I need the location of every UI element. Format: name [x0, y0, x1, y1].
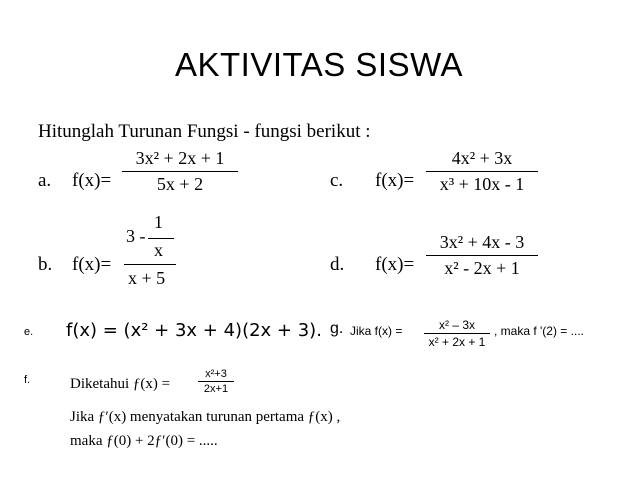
- problem-c-fx: f(x)=: [375, 170, 415, 191]
- fraction-bar: [426, 171, 538, 172]
- problem-a-numerator: 3x² + 2x + 1: [135, 148, 225, 168]
- problem-d-numerator: 3x² + 4x - 3: [439, 232, 525, 252]
- problem-b-label: b.: [38, 254, 53, 275]
- problem-e-expression: f(x) = (x² + 3x + 4)(2x + 3).: [66, 320, 322, 341]
- problem-b-fx: f(x)=: [72, 254, 112, 275]
- instruction-text: Hitunglah Turunan Fungsi - fungsi berikut :: [38, 121, 371, 142]
- problem-b-whole: 3 -: [126, 226, 146, 246]
- page-title: AKTIVITAS SISWA: [174, 46, 464, 83]
- fraction-bar: [122, 171, 238, 172]
- problem-a-fx: f(x)=: [72, 170, 112, 191]
- problem-a-label: a.: [38, 170, 52, 191]
- problem-d-label: d.: [330, 254, 345, 275]
- problem-f-fraction: [198, 368, 234, 395]
- problem-g-fraction: [424, 318, 490, 349]
- problem-f-line2: Jika ƒ′(x) menyatakan turunan pertama ƒ(x) ,: [70, 409, 341, 425]
- problem-g-prefix: Jika f(x) =: [350, 324, 403, 338]
- problem-d-denominator: x² - 2x + 1: [444, 258, 520, 278]
- problem-f-label: f.: [24, 374, 31, 386]
- problem-d-fraction: [426, 232, 538, 279]
- problem-c-numerator: 4x² + 3x: [451, 148, 513, 168]
- problem-g-denominator: x² + 2x + 1: [428, 335, 486, 349]
- problem-c-fraction: [426, 148, 538, 195]
- problem-b-denominator: x + 5: [128, 268, 166, 288]
- problem-d-fx: f(x)=: [375, 254, 415, 275]
- problem-b-inner-numerator: 1: [154, 212, 163, 232]
- fraction-bar: [198, 381, 234, 382]
- problem-f-numerator: x²+3: [205, 368, 227, 380]
- problem-b-inner-denominator: x: [154, 240, 163, 260]
- fraction-bar: [426, 255, 538, 256]
- problem-f-line3: maka ƒ(0) + 2ƒ′(0) = .....: [70, 433, 218, 449]
- problem-g-numerator: x² – 3x: [438, 318, 475, 332]
- problem-c-denominator: x³ + 10x - 1: [439, 174, 525, 194]
- problem-g-label: g.: [330, 320, 344, 337]
- problem-e-label: e.: [24, 326, 34, 338]
- problem-a-denominator: 5x + 2: [156, 174, 204, 194]
- problem-c-label: c.: [330, 170, 344, 191]
- problem-f-denominator: 2x+1: [203, 383, 229, 395]
- problem-a-fraction: [122, 148, 238, 195]
- problem-f-line1: Diketahui ƒ(x) =: [70, 376, 171, 392]
- fraction-bar: [124, 264, 176, 265]
- fraction-bar: [424, 333, 490, 334]
- inner-fraction-bar: [148, 238, 174, 239]
- problem-g-suffix: , maka f '(2) = ....: [494, 324, 584, 338]
